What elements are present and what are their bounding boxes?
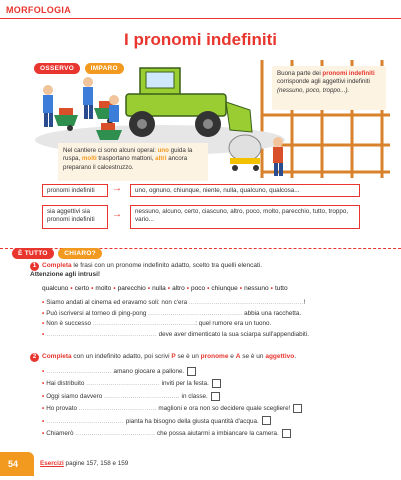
definition-label: pronomi indefiniti <box>42 184 108 197</box>
callout-text: Buona parte dei <box>277 70 323 77</box>
definition-label: sia aggettivi sia pronomi indefiniti <box>42 205 108 229</box>
callout-text: corrisponde agli aggettivi indefiniti <box>277 78 370 86</box>
instruction-verb: Completa <box>42 353 72 360</box>
callout-highlight: pronomi indefiniti <box>322 70 375 77</box>
blank-field[interactable]: ....................................... <box>75 429 156 437</box>
exercise-sentence: • Siamo andati al cinema ed eravamo soli: non c'era ........................................................! <box>42 299 306 306</box>
word-bank-item: tutto <box>274 285 288 292</box>
answer-checkbox[interactable] <box>187 367 196 376</box>
observe-tag: OSSERVO <box>34 63 80 74</box>
instruction-letter-p: P <box>171 353 176 360</box>
blank-field[interactable]: ................................ <box>46 368 112 375</box>
instruction-warning: Attenzione agli intrusi! <box>30 271 101 278</box>
word-bank-item: parecchio <box>117 285 146 292</box>
instruction-keyword: pronome <box>200 353 229 360</box>
observe-learn-tags <box>34 57 124 75</box>
word-bank: qualcuno • certo • molto • parecchio • nulla • altro • poco • chiunque • nessuno • tutto <box>42 285 288 292</box>
callout-text: trasportano mattoni, <box>96 155 156 163</box>
header-rule <box>0 18 401 19</box>
blank-field[interactable]: .................................... <box>86 380 160 388</box>
exercise-sentence: • Chiamerò ....................................... che possa aiutarmi a imbiancare la camera. <box>42 428 382 440</box>
exercise-number: 2 <box>30 353 39 362</box>
word-bank-item: qualcuno <box>42 285 69 292</box>
arrow-right-icon: → <box>112 183 122 194</box>
word-bank-item: chiunque <box>211 285 238 292</box>
exercise-sentence: • ...................................................... deve aver dimenticato la sua sciarpa sull'appendiabiti. <box>42 330 309 338</box>
clear-tag: CHIARO? <box>58 248 102 259</box>
all-tag: È TUTTO <box>12 248 54 259</box>
blank-field[interactable]: ...................................... <box>46 417 125 425</box>
exercise-sentence: • Non è successo ..................................................: quel rumore era un tuono. <box>42 320 272 327</box>
learn-tag: IMPARO <box>85 63 124 74</box>
instruction-text: le frasi con un pronome indefinito adatto, scelto tra quelli elencati. <box>71 262 263 269</box>
exercise-sentence: • Ho provato ...................................... maglioni e ora non so decidere quale scegliere! <box>42 403 382 415</box>
instruction-text: se è un <box>175 353 201 360</box>
arrow-right-icon: → <box>112 209 122 220</box>
instruction-text: e <box>228 353 236 360</box>
word-bank-item: poco <box>191 285 206 292</box>
answer-checkbox[interactable] <box>293 404 302 413</box>
instruction-keyword: aggettivo <box>265 353 295 360</box>
definition-value: nessuno, alcuno, certo, ciascuno, altro, poco, molto, parecchio, tutto, troppo, vario... <box>130 205 360 229</box>
callout-text: guida la ruspa, <box>63 147 193 163</box>
exercise-2-sentences <box>42 366 382 440</box>
answer-checkbox[interactable] <box>212 379 221 388</box>
callout-highlight: molti <box>81 155 97 163</box>
word-bank-item: molto <box>95 285 112 292</box>
page-number: 54 <box>8 459 19 469</box>
blank-field[interactable]: ........................................................ <box>188 299 304 306</box>
word-bank-item: altro <box>172 285 185 292</box>
exercise-sentence: • Oggi siamo davvero ..................................... in classe. <box>42 391 382 403</box>
exercise-1-sentences <box>42 298 382 340</box>
word-bank-item: nulla <box>152 285 166 292</box>
answer-checkbox[interactable] <box>282 429 291 438</box>
blank-field[interactable]: .............................................. <box>148 309 243 317</box>
worker-right-illustration <box>273 137 283 176</box>
blank-field[interactable]: ..................................... <box>103 392 180 400</box>
exercise-sentence: • Hai distribuito .................................... inviti per la festa. <box>42 378 382 390</box>
callout-examples: (nessuno, poco, troppo...). <box>277 86 350 94</box>
instruction-letter-a: A <box>235 353 241 360</box>
section-label: MORFOLOGIA <box>6 5 71 15</box>
instruction-text: . <box>294 353 297 360</box>
all-clear-tags <box>12 242 102 260</box>
footer-pages: pagine 157, 158 e 159 <box>63 460 129 467</box>
cement-mixer-illustration <box>229 135 261 171</box>
exercise-2-instructions <box>30 353 370 362</box>
exercise-1-instructions <box>30 262 370 280</box>
callout-text: ancora preparano il calcestruzzo. <box>63 155 188 171</box>
definition-value: uno, ognuno, chiunque, niente, nulla, qualcuno, qualcosa... <box>130 184 360 197</box>
instruction-verb: Completa <box>42 262 72 269</box>
exercise-sentence: • ................................ amano giocare a pallone. <box>42 366 382 378</box>
exercise-sentence: • Può iscriversi al torneo di ping-pong .............................................. abbia una racchetta. <box>42 309 302 317</box>
page-title: I pronomi indefiniti <box>124 30 277 49</box>
answer-checkbox[interactable] <box>211 392 220 401</box>
exercise-number: 1 <box>30 262 39 271</box>
instruction-text: se è un <box>240 353 266 360</box>
answer-checkbox[interactable] <box>262 416 271 425</box>
exercises-link[interactable]: Esercizi <box>40 460 64 467</box>
blank-field[interactable]: ...................................................... <box>46 330 157 338</box>
callout-bottom <box>58 143 208 181</box>
footer-reference <box>40 460 128 467</box>
callout-top <box>272 66 386 110</box>
callout-highlight: uno <box>157 147 169 154</box>
word-bank-item: nessuno <box>244 285 269 292</box>
callout-text: Nel cantiere ci sono alcuni operai: <box>63 147 158 154</box>
word-bank-item: certo <box>74 285 90 292</box>
instruction-text: con un indefinito adatto, poi scrivi <box>71 353 172 360</box>
blank-field[interactable]: .................................................. <box>92 320 196 327</box>
callout-highlight: altri <box>155 155 167 163</box>
exercise-sentence: • ...................................... pianta ha bisogno della giusta quantità d'acqua. <box>42 416 382 428</box>
blank-field[interactable]: ...................................... <box>78 405 157 413</box>
